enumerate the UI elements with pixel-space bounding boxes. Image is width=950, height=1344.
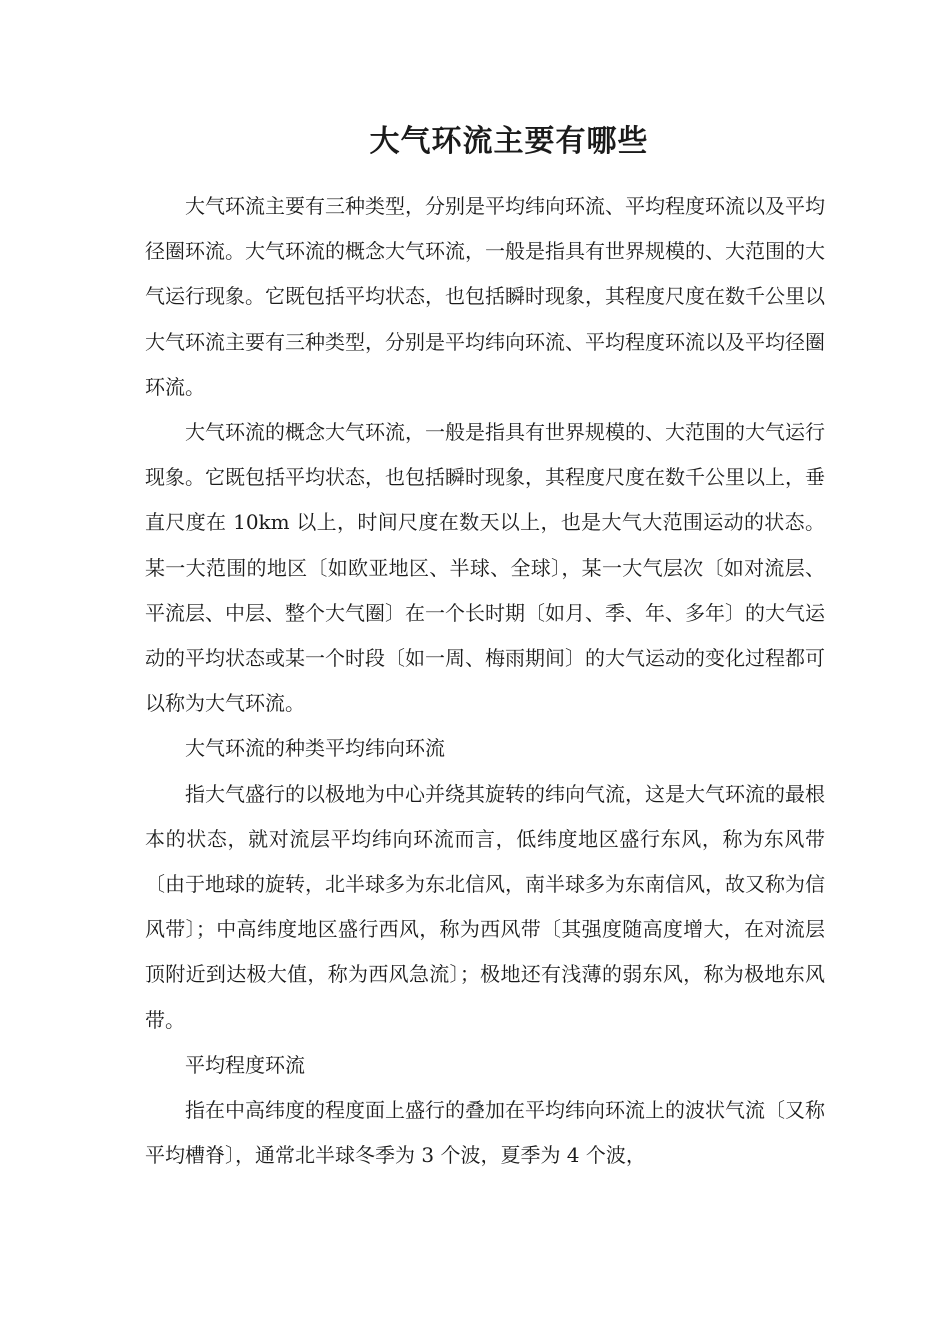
- paragraph-2: 大气环流的概念大气环流，一般是指具有世界规模的、大范围的大气运行现象。它既包括平均状态，也包括瞬时现象，其程度尺度在数千公里以上，垂直尺度在 10km 以上，时间尺度在数天以上，也是大气大范围运动的状态。某一大范围的地区〔如欧亚地区、半球、全球〕，某一大气层次〔如对流层、平流层、中层、整个大气圈〕在一个长时期〔如月、季、年、多年〕的大气运动的平均状态或某一个时段〔如一周、梅雨期间〕的大气运动的变化过程都可以称为大气环流。: [145, 420, 825, 716]
- paragraph-4: 指在中高纬度的程度面上盛行的叠加在平均纬向环流上的波状气流〔又称平均槽脊〕，通常北半球冬季为 3 个波，夏季为 4 个波，: [145, 1098, 825, 1168]
- document-body: [145, 184, 825, 1178]
- paragraph-3: 指大气盛行的以极地为中心并绕其旋转的纬向气流，这是大气环流的最根本的状态，就对流层平均纬向环流而言，低纬度地区盛行东风，称为东风带〔由于地球的旋转，北半球多为东北信风，南半球多为东南信风，故又称为信风带〕；中高纬度地区盛行西风，称为西风带〔其强度随高度增大，在对流层顶附近到达极大值，称为西风急流〕；极地还有浅薄的弱东风，称为极地东风带。: [145, 781, 825, 1032]
- section-heading-meridional: 平均程度环流: [185, 1052, 305, 1077]
- document-title: 大气环流主要有哪些: [369, 124, 649, 159]
- section-heading-zonal: 大气环流的种类平均纬向环流: [185, 736, 445, 761]
- paragraph-1: 大气环流主要有三种类型，分别是平均纬向环流、平均程度环流以及平均径圈环流。大气环流的概念大气环流，一般是指具有世界规模的、大范围的大气运行现象。它既包括平均状态，也包括瞬时现象，其程度尺度在数千公里以大气环流主要有三种类型，分别是平均纬向环流、平均程度环流以及平均径圈环流。: [145, 194, 825, 399]
